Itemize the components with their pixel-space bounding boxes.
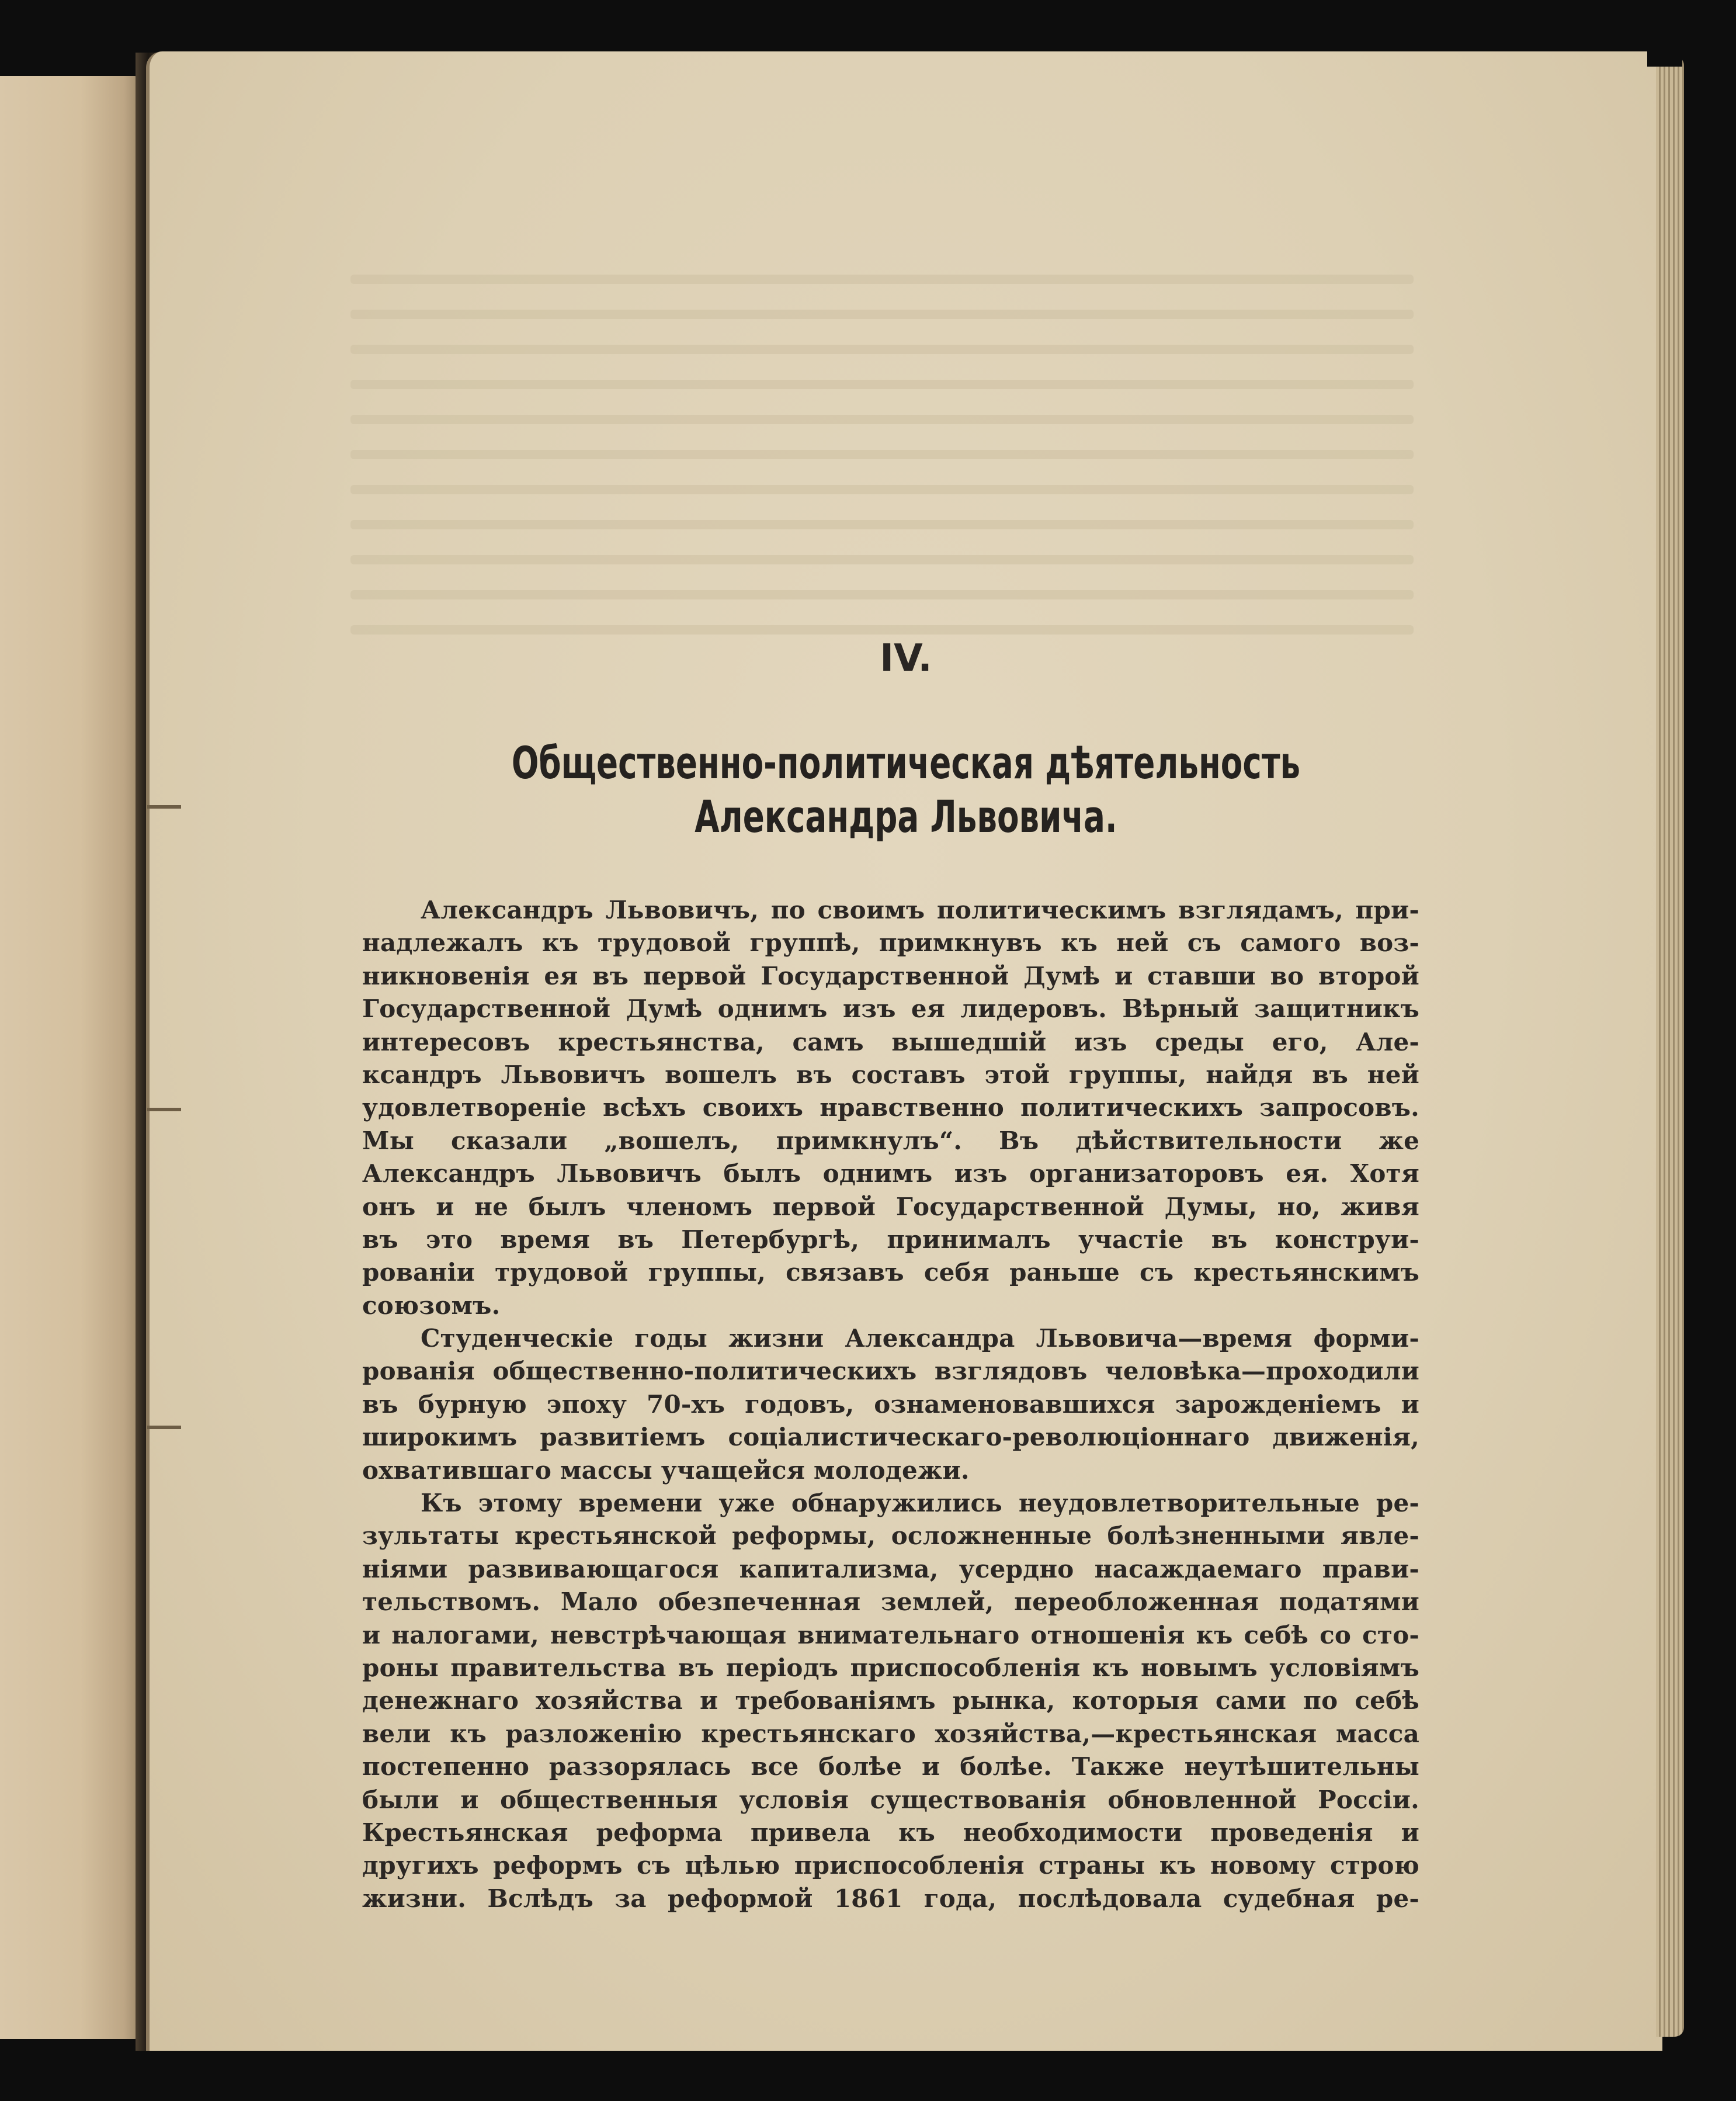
text-line: другихъ реформъ съ цѣлью приспособленія страны къ новому строю <box>362 1851 1419 1880</box>
paragraph <box>362 1322 1419 1487</box>
text-line: интересовъ крестьянства, самъ вышедшій изъ среды его, Але- <box>362 1027 1419 1056</box>
page-edges <box>1656 56 1684 2037</box>
show-through-line <box>350 485 1414 494</box>
text-line: Государственной Думѣ однимъ изъ ея лидеровъ. Вѣрный защитникъ <box>362 994 1419 1024</box>
text-line: Александръ Львовичъ былъ однимъ изъ организаторовъ ея. Хотя <box>362 1159 1419 1188</box>
text-line: денежнаго хозяйства и требованіямъ рынка, которыя сами по себѣ <box>362 1686 1419 1715</box>
text-line: рованіи трудовой группы, связавъ себя раньше съ крестьянскимъ <box>362 1258 1419 1287</box>
show-through-line <box>350 275 1414 284</box>
text-line: жизни. Вслѣдъ за реформой 1861 года, послѣдовала судебная ре- <box>362 1884 1419 1913</box>
show-through-line <box>350 380 1414 389</box>
text-line: Александръ Львовичъ, по своимъ политическимъ взглядамъ, при- <box>421 896 1419 924</box>
text-line: рованія общественно-политическихъ взглядовъ человѣка—проходили <box>362 1357 1419 1386</box>
text-line: ніями развивающагося капитализма, усердно насаждаемаго прави- <box>362 1554 1419 1583</box>
show-through-line <box>350 450 1414 459</box>
paragraph <box>362 1487 1419 1915</box>
text-line: ксандръ Львовичъ вошелъ въ составъ этой группы, найдя въ ней <box>362 1060 1419 1089</box>
text-line: Къ этому времени уже обнаружились неудовлетворительные ре- <box>421 1489 1419 1518</box>
text-line: онъ и не былъ членомъ первой Государственной Думы, но, живя <box>362 1192 1419 1221</box>
text-line: надлежалъ къ трудовой группѣ, примкнувъ къ ней съ самого воз- <box>362 928 1419 958</box>
text-line: Крестьянская реформа привела къ необходимости проведенія и <box>362 1818 1419 1847</box>
text-line: были и общественныя условія существованія обновленной Россіи. <box>362 1785 1419 1814</box>
chapter-title-line: Общественно-политическая дѣятельность <box>511 737 1301 789</box>
text-line: союзомъ. <box>362 1291 501 1320</box>
show-through-line <box>350 555 1414 564</box>
text-line: Студенческіе годы жизни Александра Львовича—время форми- <box>421 1324 1419 1353</box>
text-line: удовлетвореніе всѣхъ своихъ нравственно политическихъ запросовъ. <box>362 1093 1419 1122</box>
show-through-line <box>350 520 1414 529</box>
text-line: роны правительства въ періодъ приспособленія къ новымъ условіямъ <box>362 1653 1419 1682</box>
show-through-line <box>350 310 1414 319</box>
text-line: широкимъ развитіемъ соціалистическаго-революціоннаго движенія, <box>362 1423 1419 1452</box>
text-line: тельствомъ. Мало обезпеченная землей, переобложенная податями <box>362 1587 1419 1617</box>
text-line: охватившаго массы учащейся молодежи. <box>362 1455 970 1485</box>
text-line: никновенія ея въ первой Государственной Думѣ и ставши во второй <box>362 961 1419 990</box>
chapter-number: IV. <box>880 637 932 680</box>
margin-mark <box>147 1426 181 1429</box>
margin-mark <box>147 1108 181 1111</box>
body-text <box>362 894 1419 1915</box>
chapter-title <box>0 736 1736 844</box>
show-through-line <box>350 590 1414 599</box>
show-through-line <box>350 415 1414 424</box>
show-through-line <box>350 625 1414 635</box>
text-line: въ бурную эпоху 70-хъ годовъ, ознаменовавшихся зарожденіемъ и <box>362 1389 1419 1419</box>
paragraph <box>362 894 1419 1322</box>
text-line: въ это время въ Петербургѣ, принималъ участіе въ конструи- <box>362 1225 1419 1254</box>
text-line: Мы сказали „вошелъ, примкнулъ“. Въ дѣйствительности же <box>362 1126 1419 1155</box>
show-through-line <box>350 345 1414 354</box>
chapter-title-line: Александра Львовича. <box>695 791 1117 843</box>
left-page <box>0 76 146 2039</box>
text-line: вели къ разложенію крестьянскаго хозяйства,—крестьянская масса <box>362 1719 1419 1748</box>
text-line: и налогами, невстрѣчающая внимательнаго отношенія къ себѣ со сто- <box>362 1620 1419 1649</box>
page-corner-shadow <box>1647 49 1682 67</box>
text-line: зультаты крестьянской реформы, осложненные болѣзненными явле- <box>362 1521 1419 1551</box>
text-line: постепенно раззорялась все болѣе и болѣе. Также неутѣшительны <box>362 1752 1419 1781</box>
